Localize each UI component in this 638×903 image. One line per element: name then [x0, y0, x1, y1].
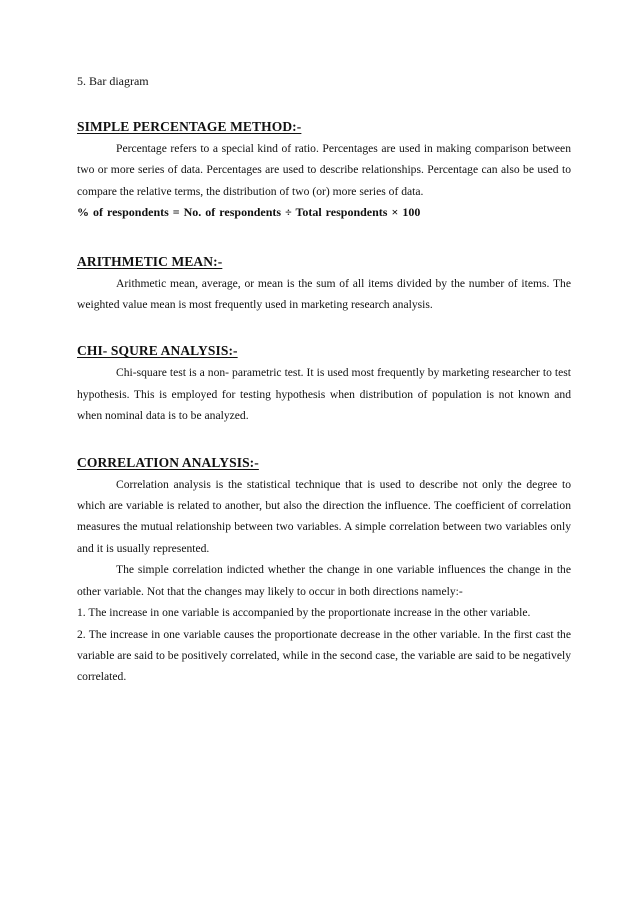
section-correlation	[77, 454, 571, 688]
section-paragraph: Chi-square test is a non- parametric test. It is used most frequently by marketing researcher to test hypothesis. This is employed for testing hypothesis when distribution of population is not known and when nominal data is to be analyzed.	[77, 366, 571, 423]
document-content	[77, 73, 571, 688]
section-simple-percentage	[77, 118, 571, 224]
list-item: 2. The increase in one variable causes the proportionate decrease in the other variable. In the first cast the variable are said to be positively correlated, while in the second case, the variable are said to be negatively correlated.	[77, 627, 571, 684]
section-paragraph: The simple correlation indicted whether the change in one variable influences the change in the other variable. Not that the changes may likely to occur in both directions namely:-	[77, 563, 571, 598]
section-chi-square	[77, 342, 571, 426]
percentage-formula: % of respondents = No. of respondents ÷ Total respondents × 100	[77, 205, 421, 220]
section-heading: CHI- SQURE ANALYSIS:-	[77, 343, 238, 359]
section-paragraph: Percentage refers to a special kind of ratio. Percentages are used in making comparison between two or more series of data. Percentages are used to describe relationships. Percentage can also be used to compare the relative terms, the distribution of two (or) more series of data.	[77, 142, 571, 198]
section-heading: ARITHMETIC MEAN:-	[77, 253, 223, 269]
section-heading: CORRELATION ANALYSIS:-	[77, 454, 259, 470]
list-item-bar-diagram: 5. Bar diagram	[77, 74, 149, 88]
section-heading: SIMPLE PERCENTAGE METHOD:-	[77, 119, 302, 134]
list-item: 1. The increase in one variable is accompanied by the proportionate increase in the other variable.	[77, 606, 531, 620]
section-paragraph: Arithmetic mean, average, or mean is the sum of all items divided by the number of items. The weighted value mean is most frequently used in marketing research analysis.	[77, 276, 571, 312]
section-arithmetic-mean	[77, 253, 571, 316]
section-paragraph: Correlation analysis is the statistical technique that is used to describe not only the degree to which are variable is related to another, but also the direction the influence. The coefficient of correlation measures the mutual relationship between two variables. A simple correlation between two variables only and it is usually represented.	[77, 477, 571, 555]
